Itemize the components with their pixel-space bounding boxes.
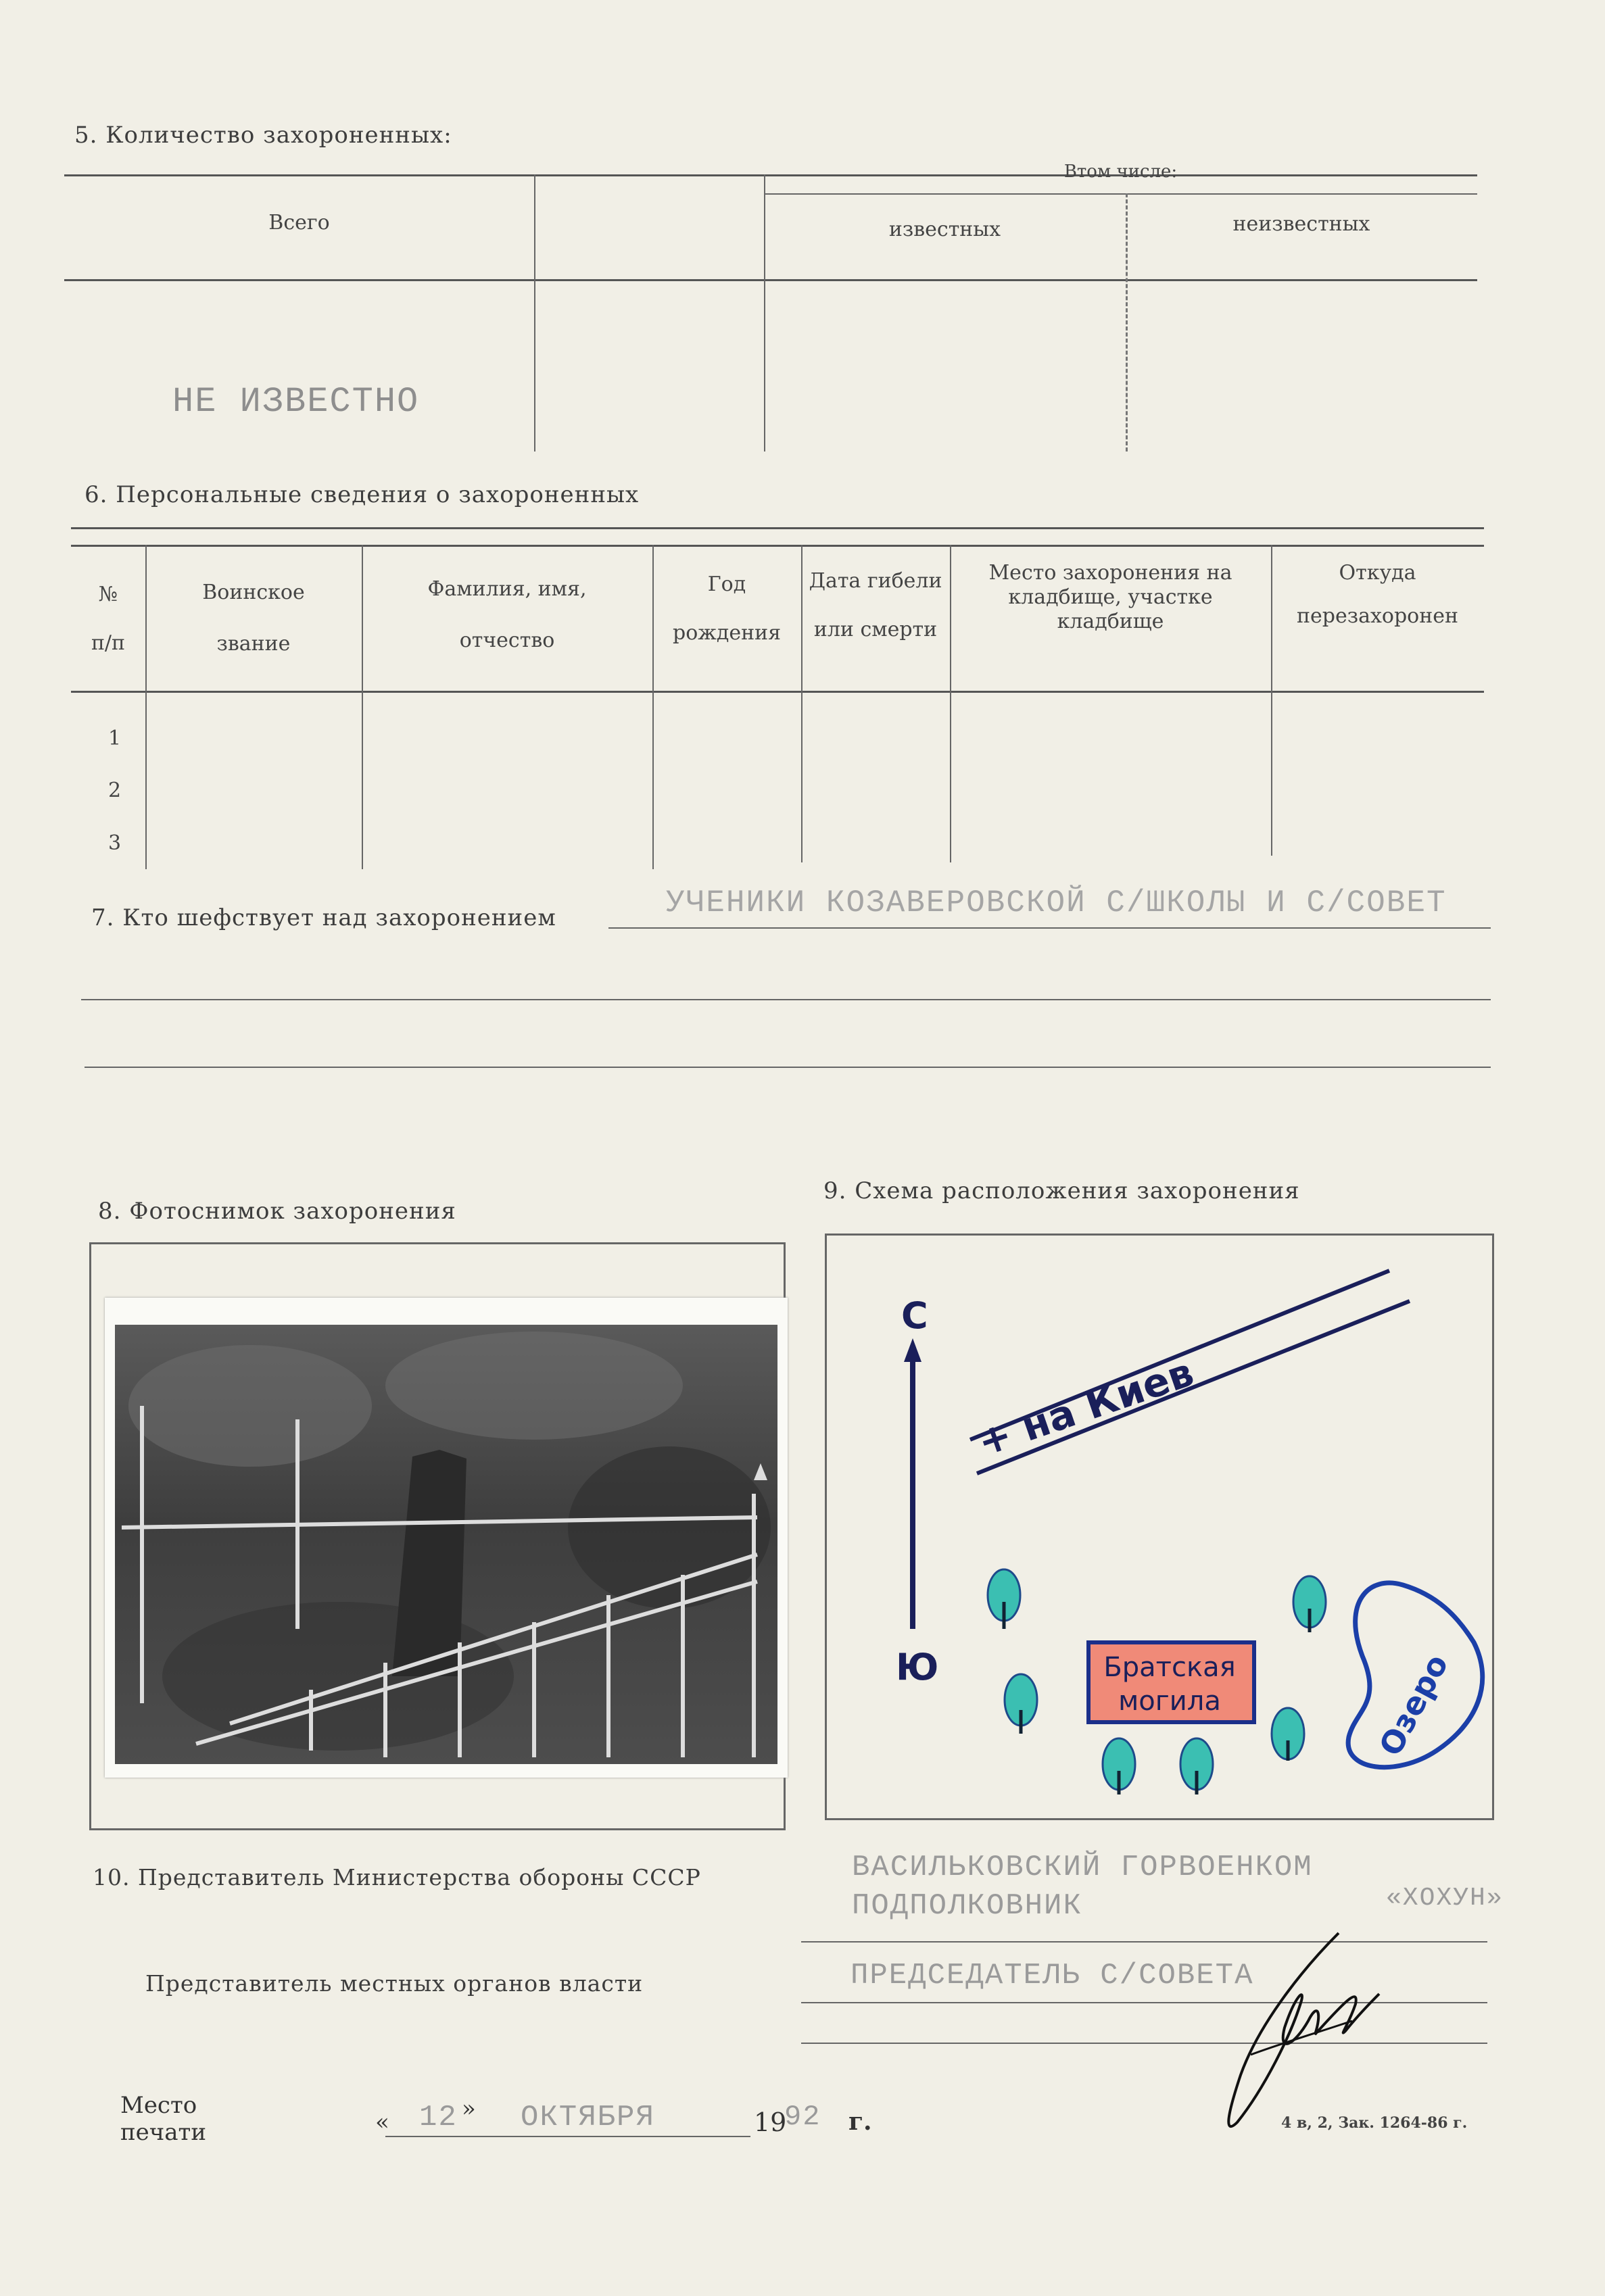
mo-representative-name: «ХОХУН» (1386, 1884, 1504, 1913)
photo-foliage (385, 1332, 683, 1440)
north-label: С (901, 1294, 928, 1337)
table5-divider (764, 174, 765, 451)
num-header: № п/п (91, 583, 126, 655)
tree-icon (988, 1569, 1020, 1629)
signature-stroke (1228, 1933, 1379, 2126)
tree-icon (1272, 1708, 1304, 1761)
burial-photo (115, 1325, 777, 1764)
table6-divider (652, 545, 654, 869)
table5-header-bottom-rule (64, 279, 1477, 281)
section-9-title: 9. Схема расположения захоронения (823, 1177, 1300, 1204)
table6-divider (362, 545, 363, 869)
table5-divider (534, 174, 535, 451)
burial-place-header: Место захоронения на кладбище, участке кладбище (988, 561, 1232, 633)
mo-representative-value: ВАСИЛЬКОВСКИЙ ГОРВОЕНКОМ (852, 1851, 1313, 1884)
death-date-header: Дата гибели или смерти (809, 569, 942, 641)
section-5-title: 5. Количество захороненных: (74, 122, 452, 149)
patron-underline (608, 927, 1491, 929)
section-7-label: 7. Кто шефствует над захоронением (91, 904, 556, 931)
section-8-title: 8. Фотоснимок захоронения (98, 1198, 456, 1225)
total-value: НЕ ИЗВЕСТНО (172, 382, 420, 422)
row-number: 2 (108, 779, 122, 802)
tree-icon (1005, 1674, 1037, 1734)
date-quote-open: « (375, 2109, 389, 2136)
burial-scheme (828, 1237, 1491, 1818)
patron-line-2 (81, 999, 1491, 1000)
reburied-from-header: Откуда перезахоронен (1297, 561, 1458, 628)
mass-grave-label: Братская (1103, 1652, 1236, 1683)
table6-divider (1271, 545, 1272, 856)
known-header: известных (888, 218, 1001, 241)
table6-top-rule (71, 527, 1484, 529)
date-quote-close: » (462, 2095, 476, 2122)
pond-label: Озеро (1372, 1648, 1456, 1762)
date-month: ОКТЯБРЯ (521, 2101, 655, 2134)
table5-subheader-rule (764, 193, 1477, 195)
table6-divider (950, 545, 951, 862)
date-year-suffix: 92 (784, 2101, 821, 2133)
mass-grave-label: могила (1118, 1686, 1221, 1717)
tree-icon (1293, 1576, 1326, 1632)
print-info: 4 в, 2, Зак. 1264-86 г. (1281, 2114, 1468, 2132)
row-number: 1 (108, 727, 122, 750)
mo-representative-rank: ПОДПОЛКОВНИК (852, 1889, 1082, 1923)
patron-line-3 (85, 1067, 1491, 1068)
birth-year-header: Год рождения (672, 572, 781, 645)
section-6-title: 6. Персональные сведения о захороненных (85, 481, 640, 508)
photo-foliage (128, 1345, 372, 1467)
total-header: Всего (268, 211, 330, 235)
tree-icon (1103, 1738, 1135, 1794)
table6-divider (145, 545, 147, 869)
local-representative-value: ПРЕДСЕДАТЕЛЬ С/СОВЕТА (851, 1959, 1254, 1993)
date-day: 12 (419, 2101, 458, 2134)
including-header: Втом числе: (1063, 162, 1178, 182)
name-header: Фамилия, имя, отчество (427, 577, 587, 652)
date-year-g: г. (848, 2107, 872, 2136)
local-representative-label: Представитель местных органов власти (145, 1970, 644, 1997)
patron-value: УЧЕНИКИ КОЗАВЕРОВСКОЙ С/ШКОЛЫ И С/СОВЕТ (666, 885, 1447, 921)
mo-representative-label: 10. Представитель Министерства обороны СССР (93, 1864, 701, 1890)
rank-header: Воинское звание (202, 581, 305, 656)
date-underline (385, 2136, 750, 2137)
tree-icon (1180, 1738, 1213, 1794)
table5-divider (1126, 193, 1128, 451)
road-label: + на Киев (972, 1348, 1199, 1466)
unknown-header: неизвестных (1232, 212, 1370, 236)
north-arrow-head (904, 1338, 921, 1362)
row-number: 3 (108, 831, 122, 855)
south-label: Ю (896, 1646, 939, 1688)
stamp-place: Место печати (120, 2092, 207, 2146)
table6-divider (801, 545, 802, 862)
date-year-prefix: 19 (754, 2107, 787, 2137)
